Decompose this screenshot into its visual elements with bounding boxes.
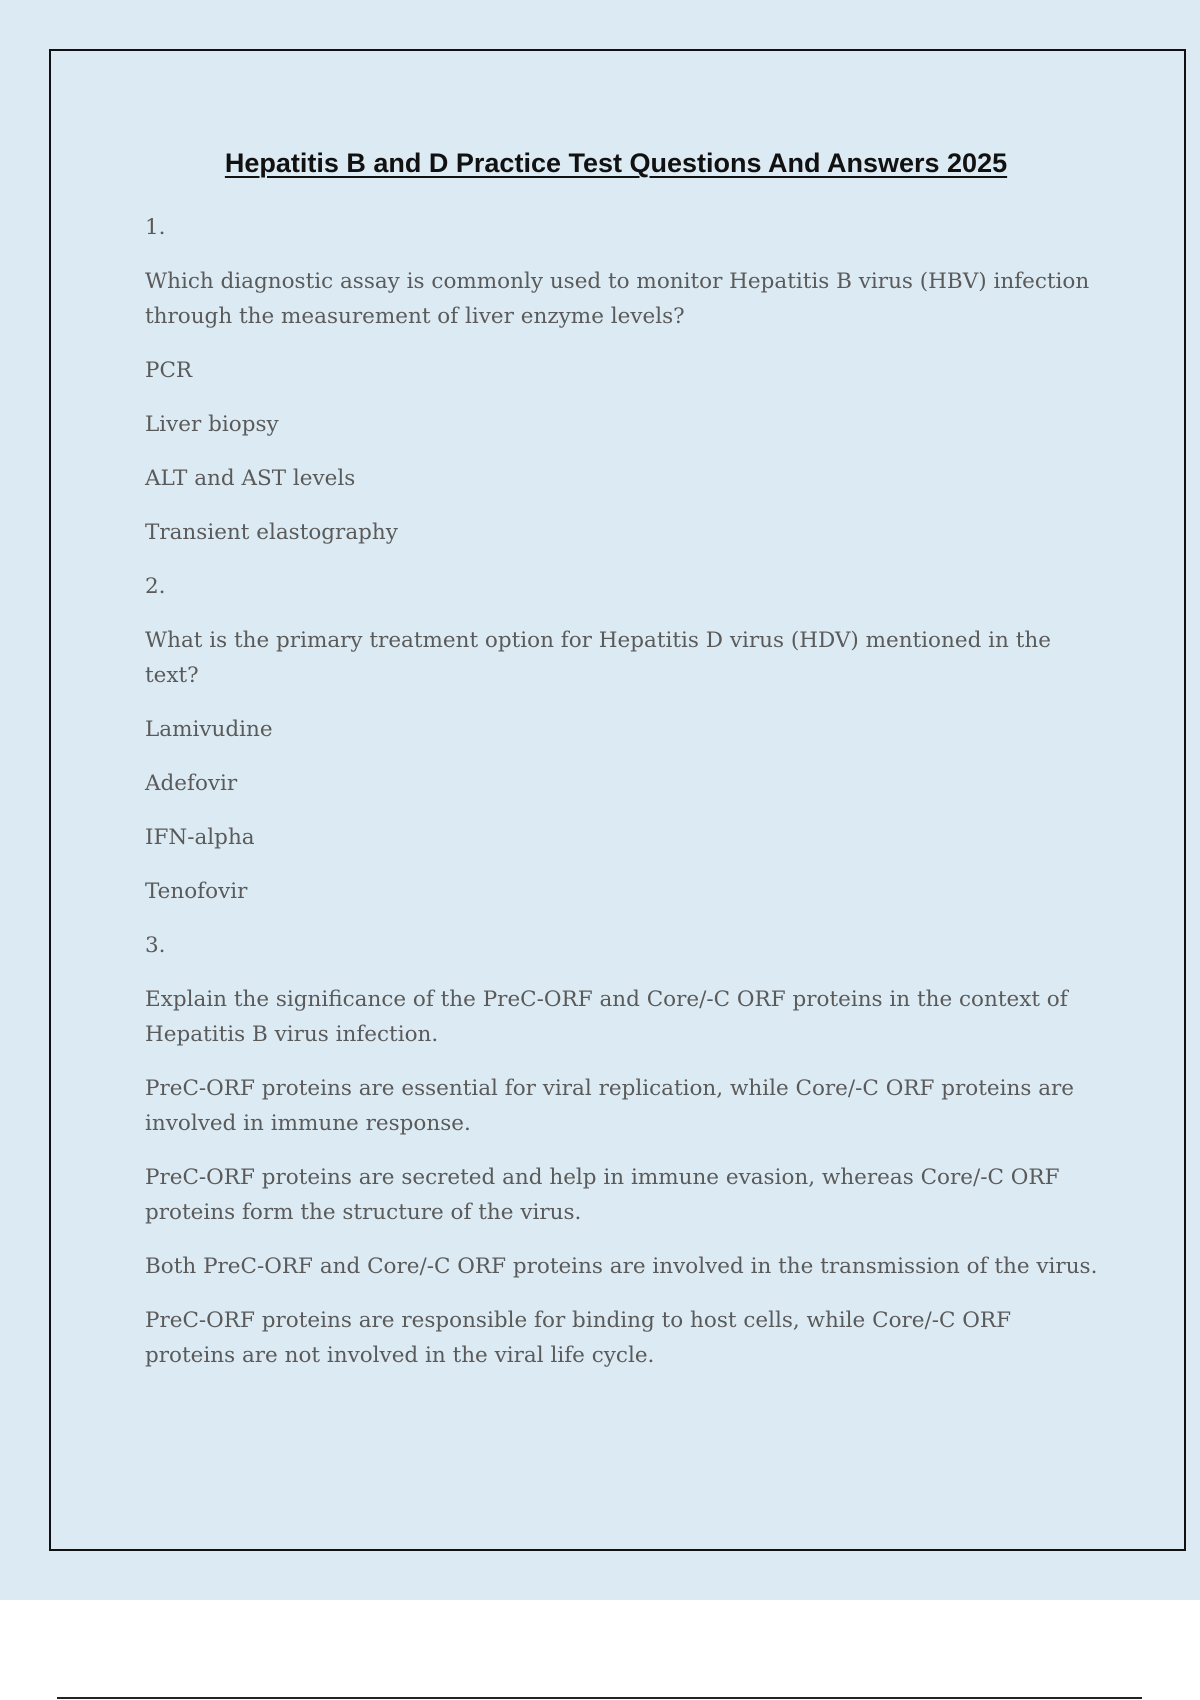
answer-option: PreC-ORF proteins are secreted and help in immune evasion, whereas Core/-C ORF proteins form the structure of the virus. — [145, 1165, 1060, 1225]
answer-option: PreC-ORF proteins are essential for viral replication, while Core/-C ORF proteins are involved in immune response. — [145, 1076, 1075, 1136]
answer-option: ALT and AST levels — [145, 466, 356, 491]
question-number: 1. — [145, 215, 166, 240]
footer-rule — [57, 1697, 1142, 1699]
answer-option: Lamivudine — [145, 717, 273, 742]
answer-option: PCR — [145, 358, 193, 383]
answer-option: Tenofovir — [145, 879, 248, 904]
question-number: 2. — [145, 574, 166, 599]
question-text: Explain the significance of the PreC-ORF and Core/-C ORF proteins in the context of Hepatitis B virus infection. — [145, 987, 1068, 1047]
question-text: What is the primary treatment option for Hepatitis D virus (HDV) mentioned in the text? — [145, 628, 1051, 688]
answer-option: PreC-ORF proteins are responsible for binding to host cells, while Core/-C ORF proteins are not involved in the viral life cycle. — [145, 1308, 1012, 1368]
question-number: 3. — [145, 933, 166, 958]
answer-option: Liver biopsy — [145, 412, 279, 437]
question-text: Which diagnostic assay is commonly used to monitor Hepatitis B virus (HBV) infection through the measurement of liver enzyme levels? — [145, 269, 1090, 329]
answer-option: IFN-alpha — [145, 825, 255, 850]
answer-option: Adefovir — [145, 771, 238, 796]
question-list — [145, 210, 1105, 1392]
answer-option: Both PreC-ORF and Core/-C ORF proteins are involved in the transmission of the virus. — [145, 1254, 1098, 1279]
answer-option: Transient elastography — [145, 520, 398, 545]
document-title: Hepatitis B and D Practice Test Questions And Answers 2025 — [224, 148, 1008, 178]
